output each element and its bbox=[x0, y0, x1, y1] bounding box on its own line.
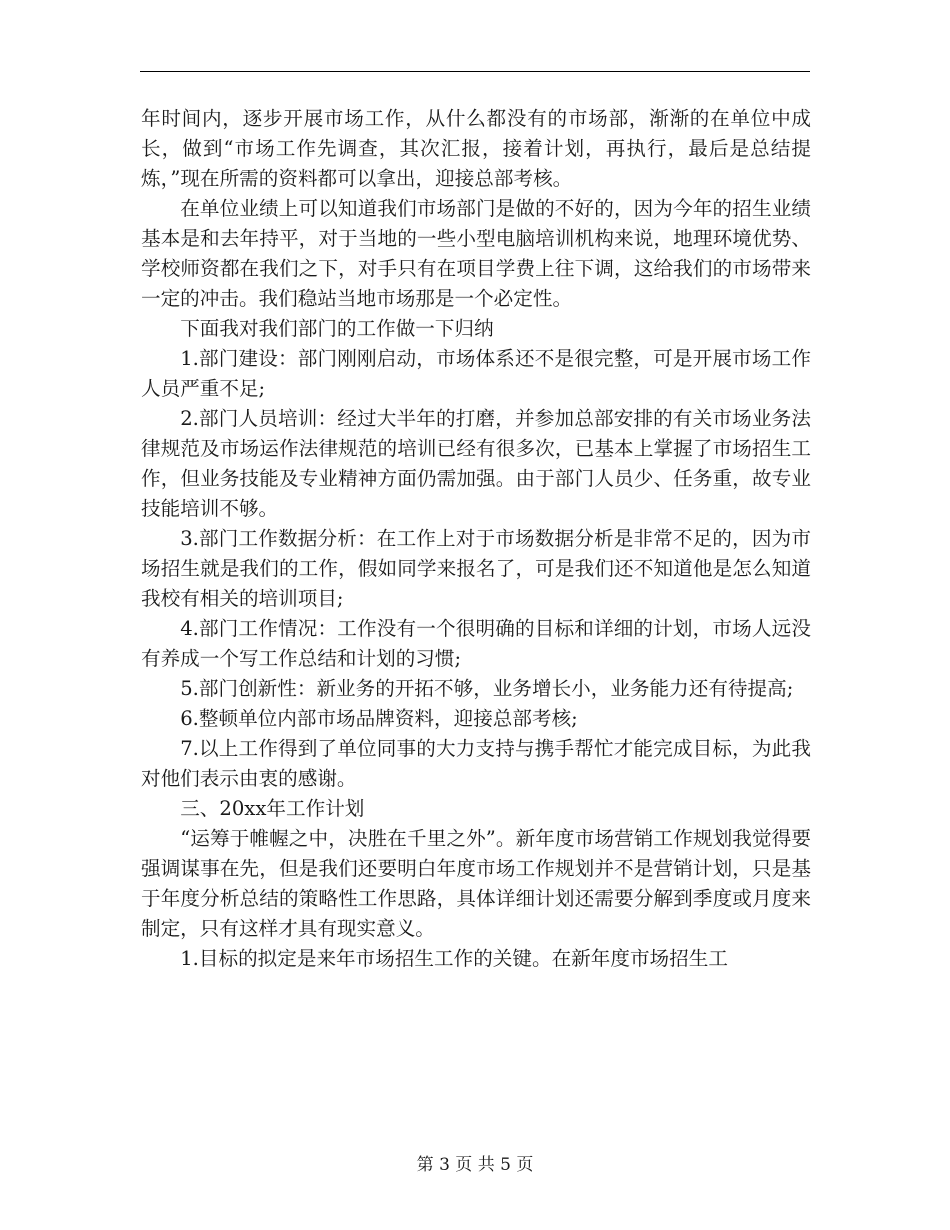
list-item: 1.目标的拟定是来年市场招生工作的关键。在新年度市场招生工 bbox=[180, 947, 728, 970]
paragraph: 在单位业绩上可以知道我们市场部门是做的不好的，因为今年的招生业绩基本是和去年持平，对于当地的一些小型电脑培训机构来说，地理环境优势、学校师资都在我们之下，对手只有在项目学费上往下调，这给我们的市场带来一定的冲击。我们稳站当地市场那是一个必定性。 bbox=[141, 197, 811, 310]
list-item: 1.部门建设：部门刚刚启动，市场体系还不是很完整，可是开展市场工作人员严重不足; bbox=[141, 347, 811, 400]
document-body bbox=[141, 104, 811, 974]
page-number: 第 3 页 共 5 页 bbox=[416, 1155, 534, 1175]
paragraph: 年时间内，逐步开展市场工作，从什么都没有的市场部，渐渐的在单位中成长，做到“市场工作先调查，其次汇报，接着计划，再执行，最后是总结提炼，”现在所需的资料都可以拿出，迎接总部考核。 bbox=[141, 107, 811, 190]
section-heading: 三、20xx年工作计划 bbox=[180, 797, 365, 820]
list-item: 6.整顿单位内部市场品牌资料，迎接总部考核; bbox=[180, 707, 578, 730]
list-item: 5.部门创新性：新业务的开拓不够，业务增长小，业务能力还有待提高; bbox=[180, 677, 794, 700]
list-item: 4.部门工作情况：工作没有一个很明确的目标和详细的计划，市场人远没有养成一个写工作总结和计划的习惯; bbox=[141, 617, 811, 670]
list-item: 7.以上工作得到了单位同事的大力支持与携手帮忙才能完成目标，为此我对他们表示由衷的感谢。 bbox=[141, 737, 811, 790]
list-item: 3.部门工作数据分析：在工作上对于市场数据分析是非常不足的，因为市场招生就是我们的工作，假如同学来报名了，可是我们还不知道他是怎么知道我校有相关的培训项目; bbox=[141, 527, 811, 610]
header-rule bbox=[140, 71, 810, 72]
paragraph: “运筹于帷幄之中，决胜在千里之外”。新年度市场营销工作规划我觉得要强调谋事在先，但是我们还要明白年度市场工作规划并不是营销计划，只是基于年度分析总结的策略性工作思路，具体详细计划还需要分解到季度或月度来制定，只有这样才具有现实意义。 bbox=[141, 827, 811, 940]
paragraph: 下面我对我们部门的工作做一下归纳 bbox=[180, 317, 494, 340]
list-item: 2.部门人员培训：经过大半年的打磨，并参加总部安排的有关市场业务法律规范及市场运作法律规范的培训已经有很多次，已基本上掌握了市场招生工作，但业务技能及专业精神方面仍需加强。由于部门人员少、任务重，故专业技能培训不够。 bbox=[141, 407, 811, 520]
